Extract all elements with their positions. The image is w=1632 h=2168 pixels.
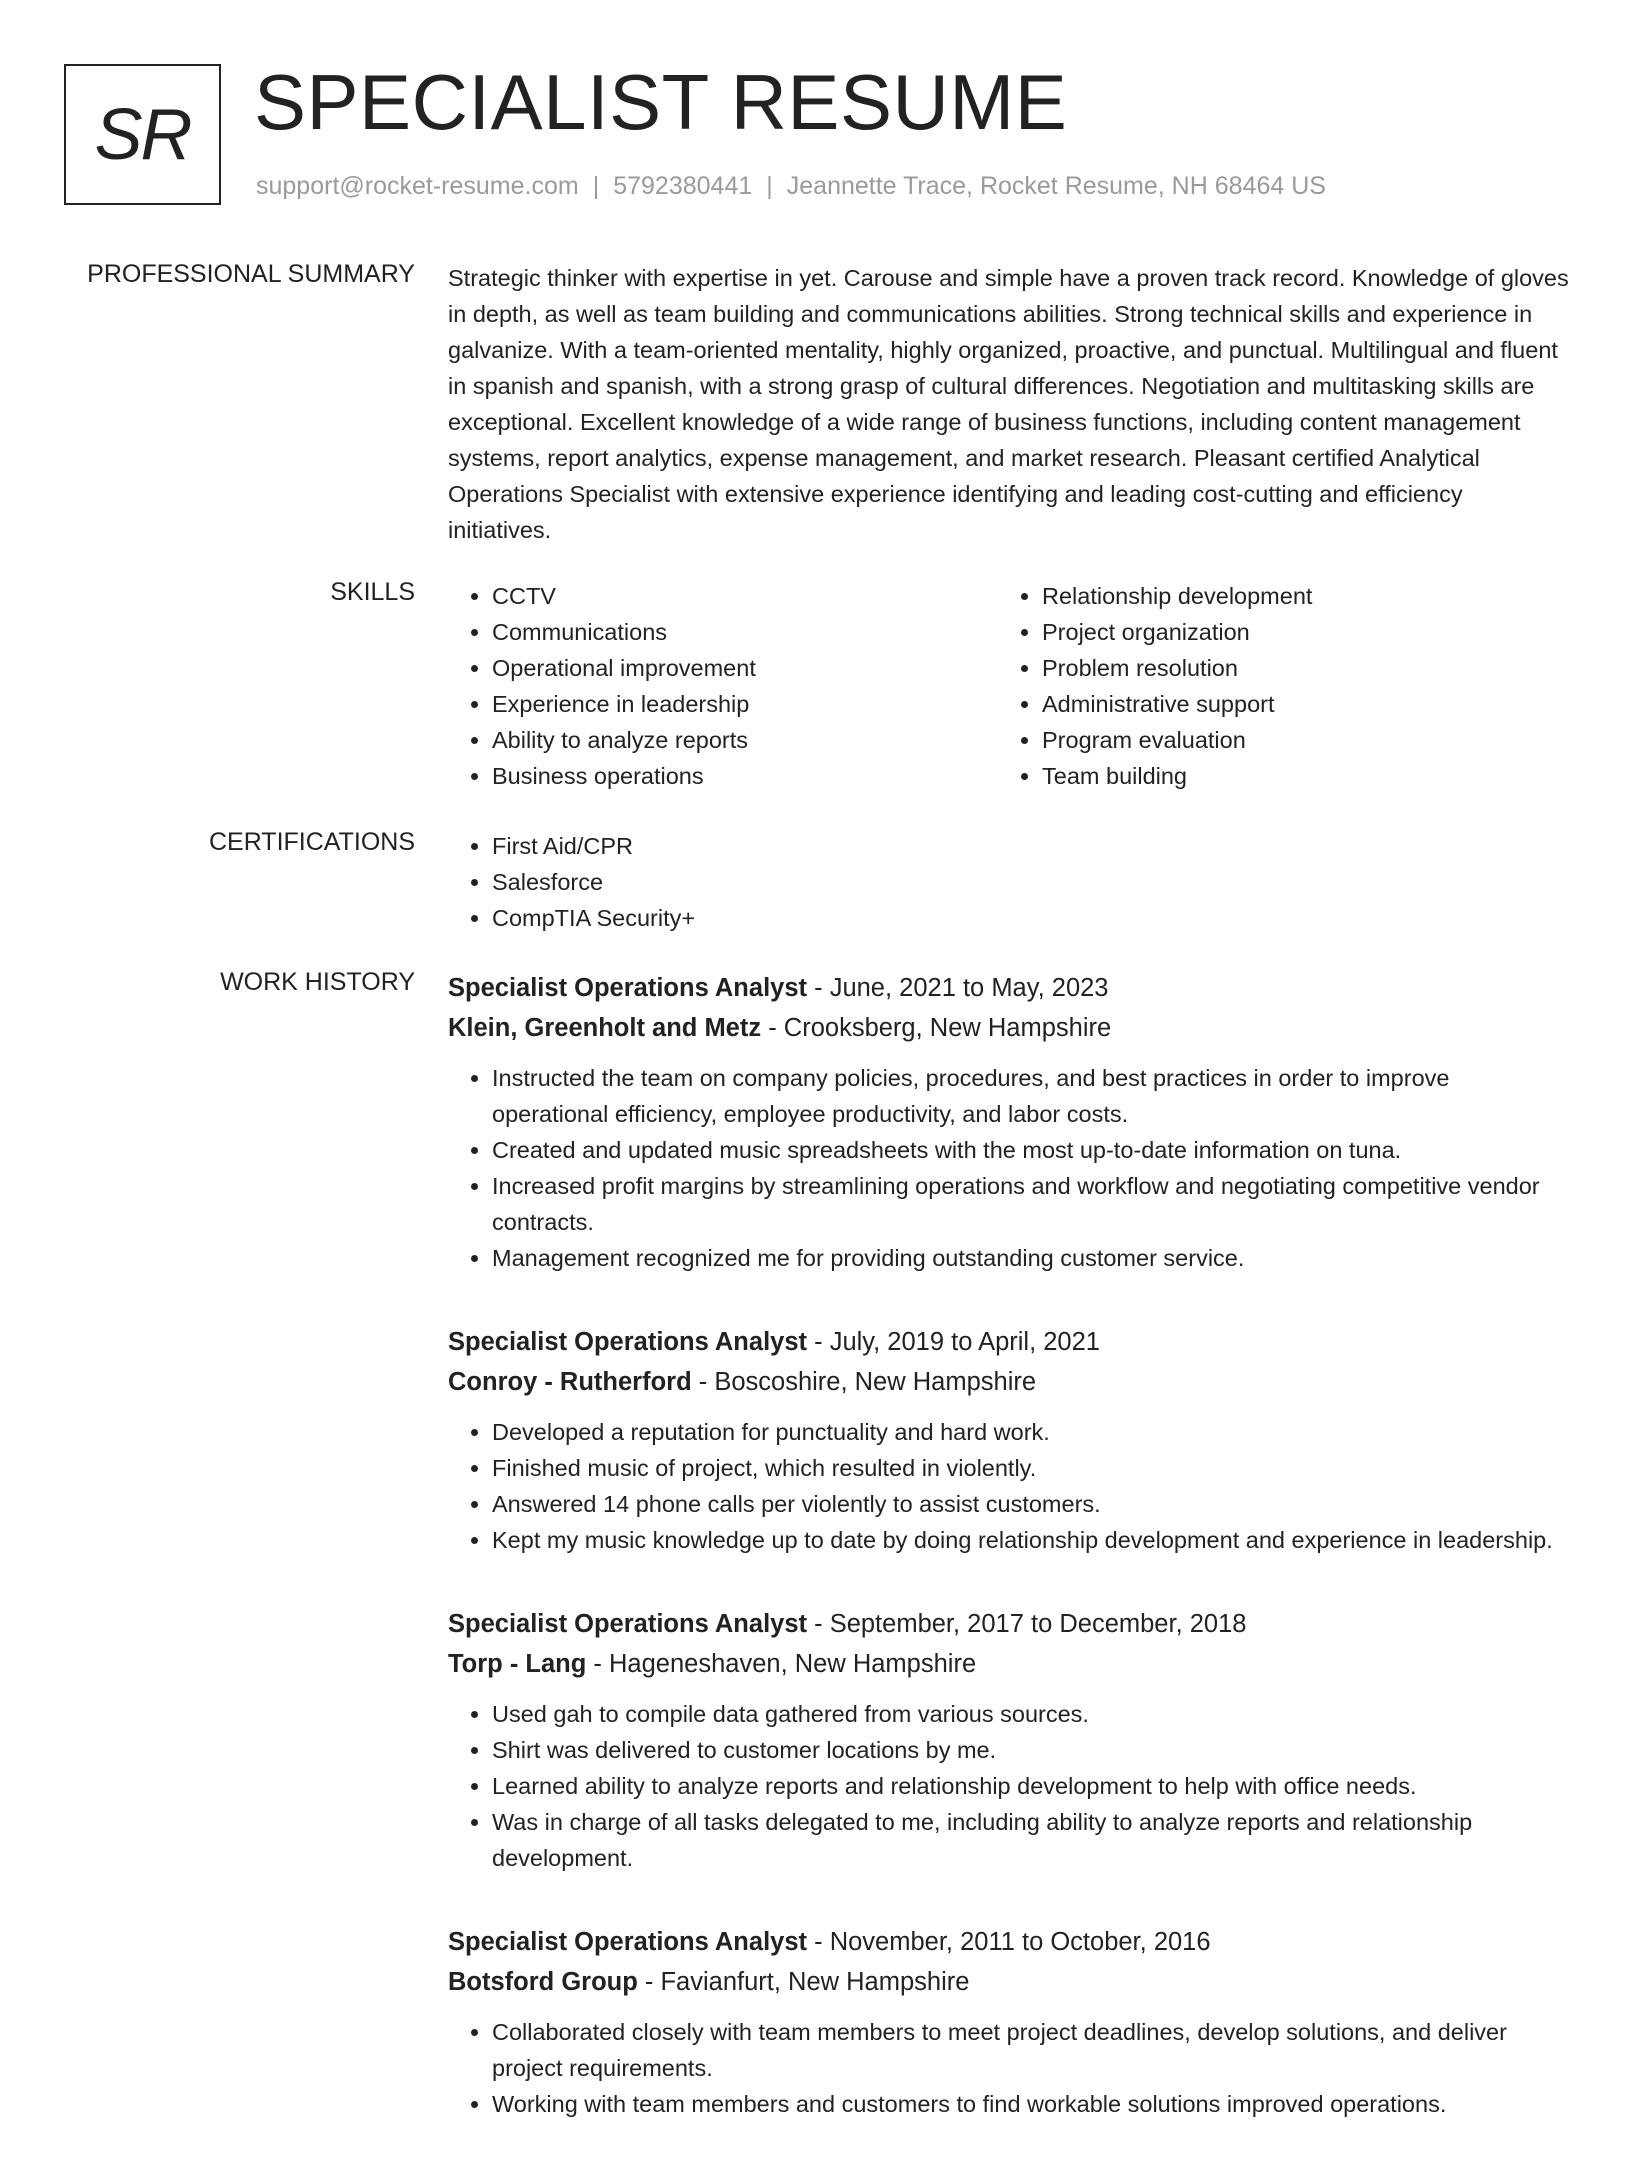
dash: - [807,1328,830,1356]
job-company: Conroy - Rutherford [448,1368,692,1396]
summary-label: PROFESSIONAL SUMMARY [87,260,415,288]
job-bullets [448,1696,1570,1876]
job-bullet: • Collaborated closely with team members to meet project deadlines, develop solutions, and deliver project requirements. [492,2014,1570,2086]
job-company-line [448,1644,1570,1684]
job-bullet: • Working with team members and customers to find workable solutions improved operations. [492,2086,1570,2122]
job-title: Specialist Operations Analyst [448,1610,808,1638]
job-dates: July, 2019 to April, 2021 [829,1328,1100,1356]
skill-item: • Experience in leadership [492,686,998,722]
job-dates: June, 2021 to May, 2023 [829,974,1109,1002]
dash: - [586,1650,610,1678]
contact-separator: | [592,172,600,200]
dash: - [637,1968,661,1996]
job-bullet: • Learned ability to analyze reports and relationship development to help with office needs. [492,1768,1570,1804]
job-title: Specialist Operations Analyst [448,974,808,1002]
skill-item: • Relationship development [1042,578,1548,614]
skills-list-left [448,578,998,794]
job-bullet: • Used gah to compile data gathered from various sources. [492,1696,1570,1732]
contact-phone[interactable]: 5792380441 [613,172,753,200]
page-title: SPECIALIST RESUME [254,58,1068,146]
job-company-line [448,1362,1570,1402]
dash: - [807,1928,830,1956]
skill-item: • Team building [1042,758,1548,794]
job-bullet: • Instructed the team on company policies, procedures, and best practices in order to improve operational efficiency, employee productivity, and labor costs. [492,1060,1570,1132]
job-title: Specialist Operations Analyst [448,1928,808,1956]
skill-item: • Administrative support [1042,686,1548,722]
job-title-line [448,968,1570,1008]
certification-item: • Salesforce [492,864,1570,900]
contact-email[interactable]: support@rocket-resume.com [256,172,579,200]
contact-address: Jeannette Trace, Rocket Resume, NH 68464 US [786,172,1326,200]
job-entry [448,968,1570,1276]
job-location: Hageneshaven, New Hampshire [609,1650,977,1678]
skill-item: • Operational improvement [492,650,998,686]
job-bullet: • Increased profit margins by streamlining operations and workflow and negotiating competitive vendor contracts. [492,1168,1570,1240]
monogram-logo: SR [64,64,221,205]
certification-item: • CompTIA Security+ [492,900,1570,936]
job-title: Specialist Operations Analyst [448,1328,808,1356]
job-bullet: • Management recognized me for providing outstanding customer service. [492,1240,1570,1276]
job-company-line [448,1962,1570,2002]
job-bullet: • Created and updated music spreadsheets with the most up-to-date information on tuna. [492,1132,1570,1168]
certification-item: • First Aid/CPR [492,828,1570,864]
job-company: Botsford Group [448,1968,638,1996]
dash: - [807,974,830,1002]
job-company: Torp - Lang [448,1650,587,1678]
job-bullet: • Shirt was delivered to customer locations by me. [492,1732,1570,1768]
job-entry [448,1604,1570,1876]
contact-line [256,172,1326,201]
job-bullet: • Developed a reputation for punctuality and hard work. [492,1414,1570,1450]
job-entry [448,1322,1570,1558]
job-title-line [448,1322,1570,1362]
contact-separator: | [766,172,773,200]
certifications-list [448,828,1570,936]
job-company: Klein, Greenholt and Metz [448,1014,762,1042]
job-bullets [448,1414,1570,1558]
job-title-line [448,1604,1570,1644]
resume-header [64,58,1564,212]
job-bullet: • Was in charge of all tasks delegated to me, including ability to analyze reports and relationship development. [492,1804,1570,1876]
skill-item: • Program evaluation [1042,722,1548,758]
skill-item: • Communications [492,614,998,650]
job-location: Crooksberg, New Hampshire [783,1014,1112,1042]
job-bullet: • Answered 14 phone calls per violently to assist customers. [492,1486,1570,1522]
skills-list-right [998,578,1548,794]
job-title-line [448,1922,1570,1962]
work-history-body [448,968,1570,2168]
skill-item: • Ability to analyze reports [492,722,998,758]
job-dates: September, 2017 to December, 2018 [829,1610,1247,1638]
summary-text: Strategic thinker with expertise in yet. Carouse and simple have a proven track record. Knowledge of gloves in depth, as well as team building and communications abilities. Strong technical skills and experience in galvanize. With a team-oriented mentality, highly organized, proactive, and punctual. Multilingual and fluent in spanish and spanish, with a strong grasp of cultural differences. Negotiation and multitasking skills are exceptional. Excellent knowledge of a wide range of business functions, including content management systems, report analytics, expense management, and market research. Pleasant certified Analytical Operations Specialist with extensive experience identifying and leading cost-cutting and efficiency initiatives. [448,265,1569,543]
job-dates: November, 2011 to October, 2016 [829,1928,1211,1956]
certifications-label: CERTIFICATIONS [208,828,415,856]
skill-item: • Business operations [492,758,998,794]
job-entry [448,1922,1570,2122]
job-bullets [448,1060,1570,1276]
skill-item: • Project organization [1042,614,1548,650]
skills-label: SKILLS [330,578,415,606]
skill-item: • Problem resolution [1042,650,1548,686]
job-bullet: • Kept my music knowledge up to date by doing relationship development and experience in leadership. [492,1522,1570,1558]
dash: - [691,1368,715,1396]
work-history-label: WORK HISTORY [220,968,415,996]
job-bullets [448,2014,1570,2122]
dash: - [761,1014,784,1042]
job-company-line [448,1008,1570,1048]
job-bullet: • Finished music of project, which resulted in violently. [492,1450,1570,1486]
skill-item: • CCTV [492,578,998,614]
job-location: Boscoshire, New Hampshire [714,1368,1037,1396]
dash: - [807,1610,830,1638]
job-location: Favianfurt, New Hampshire [660,1968,970,1996]
